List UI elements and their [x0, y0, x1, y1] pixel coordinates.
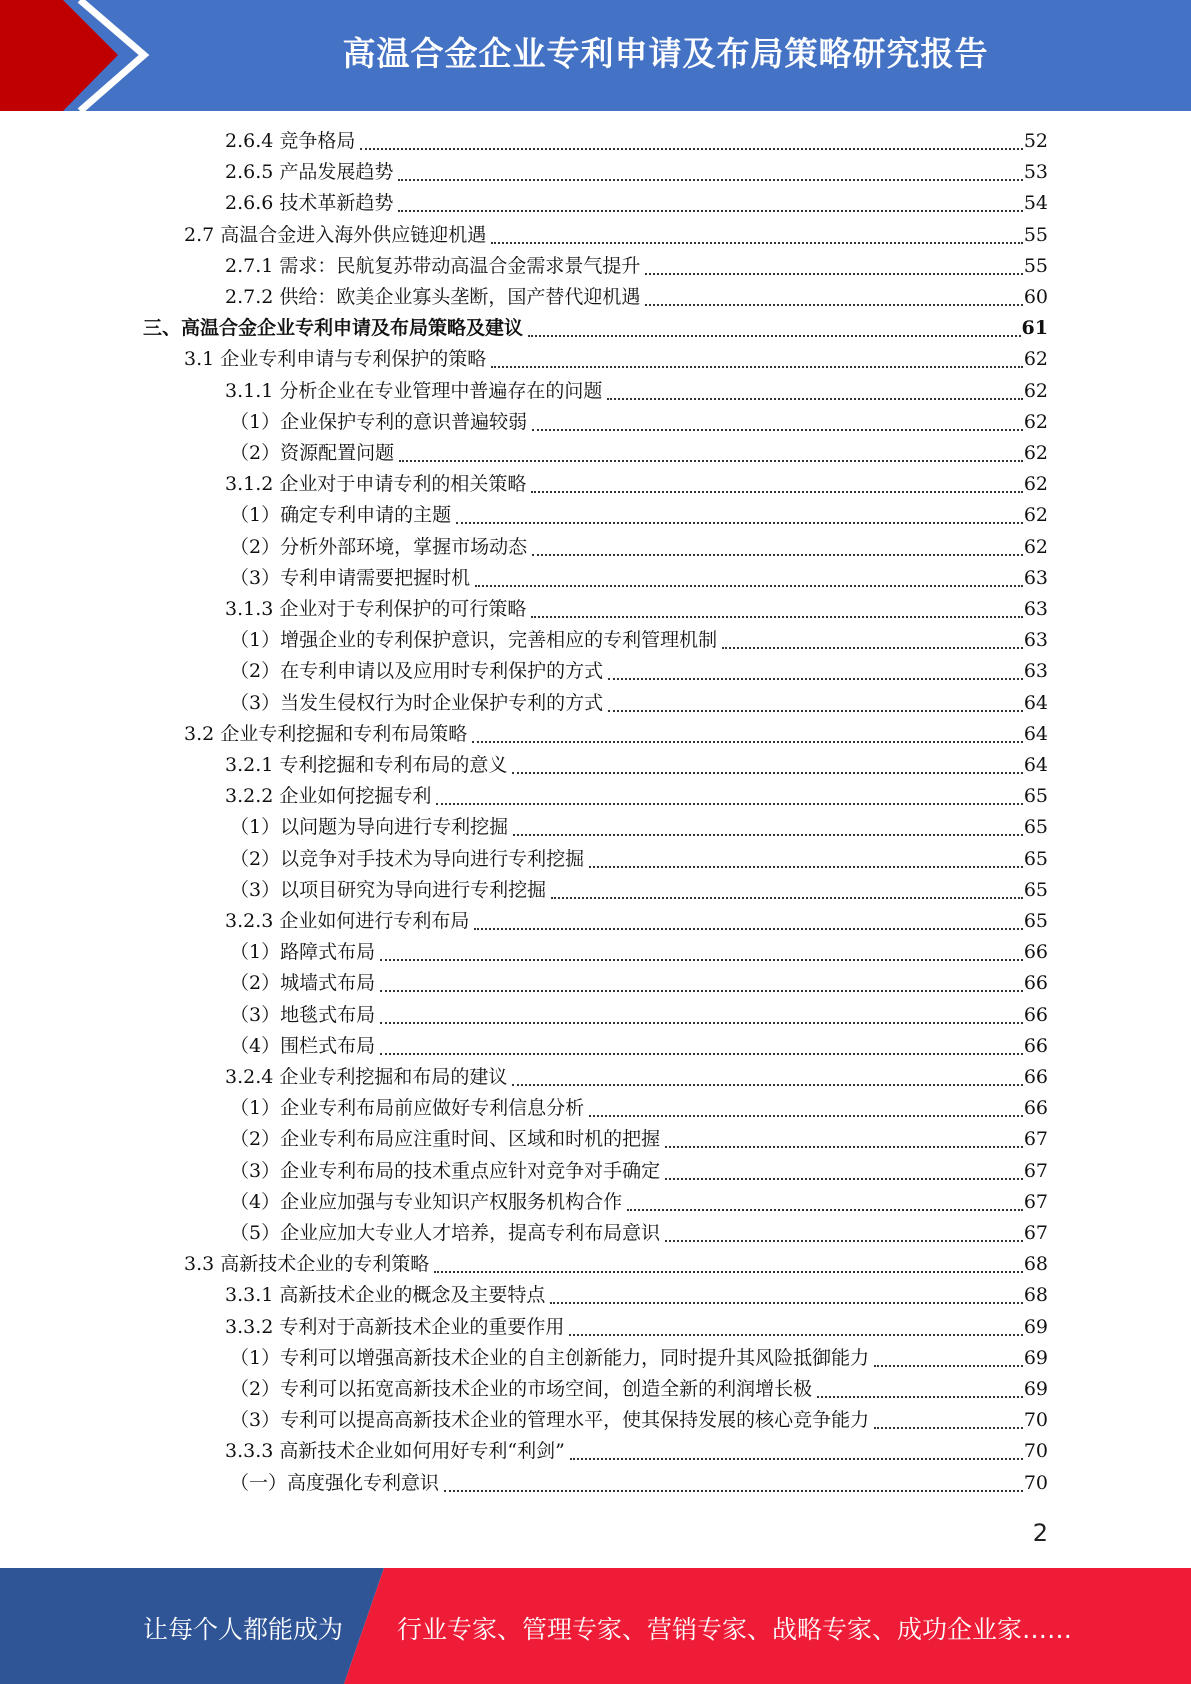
- toc-entry-title: 3.2.3 企业如何进行专利布局: [225, 910, 470, 932]
- toc-leader-dots: [399, 460, 1023, 462]
- toc-entry-title: 2.7.2 供给：欧美企业寡头垄断，国产替代迎机遇: [225, 286, 641, 308]
- toc-entry[interactable]: [230, 1093, 1048, 1124]
- toc-leader-dots: [589, 866, 1023, 868]
- toc-leader-dots: [550, 1302, 1022, 1304]
- toc-entry-title: 3.3.1 高新技术企业的概念及主要特点: [225, 1284, 546, 1306]
- toc-entry-page: 52: [1023, 130, 1048, 152]
- toc-leader-dots: [380, 959, 1023, 961]
- toc-leader-dots: [398, 210, 1022, 212]
- toc-entry-page: 66: [1023, 1066, 1048, 1088]
- toc-leader-dots: [627, 1209, 1023, 1211]
- toc-entry-page: 54: [1023, 192, 1048, 214]
- toc-entry-page: 61: [1021, 317, 1048, 339]
- toc-entry[interactable]: [184, 220, 1048, 251]
- toc-entry[interactable]: [225, 750, 1048, 781]
- toc-entry-title: 3.2.4 企业专利挖掘和布局的建议: [225, 1066, 508, 1088]
- toc-leader-dots: [512, 772, 1022, 774]
- toc-entry-page: 67: [1023, 1191, 1048, 1213]
- toc-leader-dots: [532, 554, 1023, 556]
- chevron-arrow-icon: [0, 0, 160, 111]
- toc-entry[interactable]: [225, 906, 1048, 937]
- toc-entry-title: 2.6.4 竞争格局: [225, 130, 356, 152]
- footer-banner: [0, 1568, 1191, 1684]
- toc-entry-title: （5）企业应加大专业人才培养，提高专利布局意识: [230, 1222, 661, 1244]
- toc-leader-dots: [436, 803, 1022, 805]
- toc-leader-dots: [532, 429, 1023, 431]
- toc-entry[interactable]: [230, 1156, 1048, 1187]
- toc-leader-dots: [874, 1365, 1023, 1367]
- toc-entry-page: 69: [1023, 1378, 1048, 1400]
- toc-leader-dots: [474, 928, 1022, 930]
- toc-entry-title: 3.2 企业专利挖掘和专利布局策略: [184, 723, 468, 745]
- toc-entry-title: 2.7.1 需求：民航复苏带动高温合金需求景气提升: [225, 255, 641, 277]
- toc-entry-page: 62: [1023, 442, 1048, 464]
- toc-entry-page: 62: [1023, 536, 1048, 558]
- footer-slogan-left: 让每个人都能成为: [143, 1615, 344, 1644]
- toc-entry-page: 67: [1023, 1222, 1048, 1244]
- toc-entry[interactable]: [230, 563, 1048, 594]
- toc-entry-title: （1）以问题为导向进行专利挖掘: [230, 816, 509, 838]
- page-number: 2: [1032, 1519, 1048, 1547]
- toc-leader-dots: [570, 1458, 1023, 1460]
- toc-entry[interactable]: [230, 812, 1048, 843]
- toc-entry-title: 3.1 企业专利申请与专利保护的策略: [184, 348, 487, 370]
- toc-entry-page: 60: [1023, 286, 1048, 308]
- toc-entry[interactable]: [225, 781, 1048, 812]
- toc-entry-page: 68: [1023, 1253, 1048, 1275]
- toc-entry[interactable]: [230, 937, 1048, 968]
- toc-leader-dots: [665, 1240, 1023, 1242]
- toc-entry-page: 63: [1023, 629, 1048, 651]
- toc-entry-title: （3）当发生侵权行为时企业保护专利的方式: [230, 692, 604, 714]
- toc-entry[interactable]: [230, 438, 1048, 469]
- header-bar: [0, 0, 1191, 111]
- toc-entry[interactable]: [230, 1468, 1048, 1499]
- toc-entry[interactable]: [230, 625, 1048, 656]
- toc-entry[interactable]: [184, 719, 1048, 750]
- toc-leader-dots: [513, 834, 1023, 836]
- toc-entry-page: 70: [1023, 1409, 1048, 1431]
- toc-entry-title: 三、高温合金企业专利申请及布局策略及建议: [143, 317, 524, 339]
- toc-entry[interactable]: [230, 875, 1048, 906]
- toc-entry-title: 2.7 高温合金进入海外供应链迎机遇: [184, 224, 487, 246]
- toc-entry-title: （3）企业专利布局的技术重点应针对竞争对手确定: [230, 1160, 661, 1182]
- toc-entry[interactable]: [225, 188, 1048, 219]
- toc-entry[interactable]: [230, 407, 1048, 438]
- toc-entry-title: （3）专利可以提高高新技术企业的管理水平，使其保持发展的核心竞争能力: [230, 1409, 870, 1431]
- toc-leader-dots: [475, 585, 1023, 587]
- toc-entry[interactable]: [225, 1062, 1048, 1093]
- toc-entry[interactable]: [230, 532, 1048, 563]
- toc-entry-title: 3.1.1 分析企业在专业管理中普遍存在的问题: [225, 380, 603, 402]
- toc-leader-dots: [607, 398, 1022, 400]
- toc-leader-dots: [551, 897, 1023, 899]
- toc-entry-page: 66: [1023, 1004, 1048, 1026]
- toc-leader-dots: [360, 148, 1022, 150]
- toc-entry-page: 64: [1023, 754, 1048, 776]
- toc-entry[interactable]: [225, 1312, 1048, 1343]
- toc-entry-title: （2）在专利申请以及应用时专利保护的方式: [230, 660, 604, 682]
- toc-entry[interactable]: [143, 313, 1048, 344]
- toc-entry-title: 3.3.3 高新技术企业如何用好专利“利剑”: [225, 1440, 565, 1462]
- toc-entry-title: 3.3 高新技术企业的专利策略: [184, 1253, 430, 1275]
- toc-entry-title: （1）路障式布局: [230, 941, 376, 963]
- toc-leader-dots: [491, 242, 1023, 244]
- toc-entry-page: 67: [1023, 1128, 1048, 1150]
- toc-entry[interactable]: [230, 656, 1048, 687]
- toc-entry-page: 65: [1023, 848, 1048, 870]
- toc-entry[interactable]: [225, 376, 1048, 407]
- toc-leader-dots: [380, 1053, 1023, 1055]
- toc-leader-dots: [645, 304, 1022, 306]
- toc-leader-dots: [608, 710, 1023, 712]
- toc-entry[interactable]: [230, 1124, 1048, 1155]
- toc-entry-page: 69: [1023, 1316, 1048, 1338]
- toc-entry[interactable]: [230, 500, 1048, 531]
- toc-leader-dots: [874, 1427, 1023, 1429]
- toc-entry-title: 3.3.2 专利对于高新技术企业的重要作用: [225, 1316, 565, 1338]
- toc-entry-page: 62: [1023, 504, 1048, 526]
- toc-entry-page: 66: [1023, 1035, 1048, 1057]
- toc-leader-dots: [531, 491, 1022, 493]
- toc-entry-title: 3.2.2 企业如何挖掘专利: [225, 785, 432, 807]
- toc-entry-page: 67: [1023, 1160, 1048, 1182]
- toc-entry-title: （2）城墙式布局: [230, 972, 376, 994]
- toc-leader-dots: [722, 647, 1023, 649]
- toc-entry[interactable]: [225, 1280, 1048, 1311]
- toc-entry[interactable]: [230, 688, 1048, 719]
- toc-leader-dots: [608, 678, 1023, 680]
- toc-entry-title: （1）增强企业的专利保护意识，完善相应的专利管理机制: [230, 629, 718, 651]
- toc-entry[interactable]: [230, 1405, 1048, 1436]
- toc-leader-dots: [817, 1396, 1023, 1398]
- toc-entry-title: 3.2.1 专利挖掘和专利布局的意义: [225, 754, 508, 776]
- toc-entry-page: 65: [1023, 910, 1048, 932]
- toc-entry[interactable]: [230, 1218, 1048, 1249]
- toc-entry-page: 62: [1023, 473, 1048, 495]
- toc-entry[interactable]: [225, 282, 1048, 313]
- toc-entry-page: 66: [1023, 1097, 1048, 1119]
- toc-entry-title: （4）围栏式布局: [230, 1035, 376, 1057]
- toc-leader-dots: [456, 522, 1023, 524]
- toc-entry-title: （4）企业应加强与专业知识产权服务机构合作: [230, 1191, 623, 1213]
- toc-leader-dots: [434, 1271, 1023, 1273]
- toc-entry-page: 62: [1023, 348, 1048, 370]
- toc-entry-page: 55: [1023, 224, 1048, 246]
- toc-entry[interactable]: [230, 844, 1048, 875]
- toc-entry-title: （1）企业保护专利的意识普遍较弱: [230, 411, 528, 433]
- toc-entry-title: （1）专利可以增强高新技术企业的自主创新能力，同时提升其风险抵御能力: [230, 1347, 870, 1369]
- toc-entry-title: （2）分析外部环境，掌握市场动态: [230, 536, 528, 558]
- toc-entry[interactable]: [230, 1343, 1048, 1374]
- toc-entry-page: 63: [1023, 567, 1048, 589]
- toc-entry[interactable]: [225, 469, 1048, 500]
- toc-leader-dots: [472, 741, 1023, 743]
- toc-entry-page: 65: [1023, 816, 1048, 838]
- toc-entry-page: 65: [1023, 785, 1048, 807]
- toc-entry[interactable]: [225, 157, 1048, 188]
- toc-entry[interactable]: [230, 1374, 1048, 1405]
- toc-entry-page: 65: [1023, 879, 1048, 901]
- toc-entry-title: 2.6.5 产品发展趋势: [225, 161, 394, 183]
- toc-entry-title: （1）企业专利布局前应做好专利信息分析: [230, 1097, 585, 1119]
- toc-entry-page: 53: [1023, 161, 1048, 183]
- toc-entry-page: 70: [1023, 1440, 1048, 1462]
- toc-leader-dots: [665, 1146, 1023, 1148]
- toc-entry-title: （一）高度强化专利意识: [230, 1472, 440, 1494]
- toc-entry-title: （3）专利申请需要把握时机: [230, 567, 471, 589]
- toc-entry-page: 70: [1023, 1472, 1048, 1494]
- toc-entry[interactable]: [230, 1187, 1048, 1218]
- toc-entry[interactable]: [225, 594, 1048, 625]
- toc-entry-title: （2）资源配置问题: [230, 442, 395, 464]
- toc-entry-page: 63: [1023, 598, 1048, 620]
- toc-leader-dots: [665, 1178, 1023, 1180]
- toc-entry[interactable]: [184, 344, 1048, 375]
- toc-leader-dots: [569, 1334, 1022, 1336]
- toc-entry-title: 3.1.2 企业对于申请专利的相关策略: [225, 473, 527, 495]
- toc-entry-page: 62: [1023, 411, 1048, 433]
- toc-entry[interactable]: [230, 968, 1048, 999]
- toc-entry-page: 64: [1023, 723, 1048, 745]
- toc-leader-dots: [491, 366, 1023, 368]
- toc-entry-title: （3）地毯式布局: [230, 1004, 376, 1026]
- toc-leader-dots: [512, 1084, 1022, 1086]
- toc-leader-dots: [645, 273, 1022, 275]
- toc-entry-page: 68: [1023, 1284, 1048, 1306]
- toc-entry-title: （2）企业专利布局应注重时间、区域和时机的把握: [230, 1128, 661, 1150]
- toc-entry-page: 62: [1023, 380, 1048, 402]
- footer-slogan-right: 行业专家、管理专家、营销专家、战略专家、成功企业家……: [397, 1615, 1073, 1644]
- toc-entry-title: （2）专利可以拓宽高新技术企业的市场空间，创造全新的利润增长极: [230, 1378, 813, 1400]
- toc-entry[interactable]: [230, 1031, 1048, 1062]
- toc-entry[interactable]: [225, 126, 1048, 157]
- toc-leader-dots: [528, 335, 1021, 337]
- toc-leader-dots: [398, 179, 1022, 181]
- toc-entry[interactable]: [225, 251, 1048, 282]
- toc-entry-page: 55: [1023, 255, 1048, 277]
- toc-entry[interactable]: [230, 1000, 1048, 1031]
- report-title: 高温合金企业专利申请及布局策略研究报告: [342, 34, 989, 73]
- toc-entry-title: （3）以项目研究为导向进行专利挖掘: [230, 879, 547, 901]
- toc-entry-title: 2.6.6 技术革新趋势: [225, 192, 394, 214]
- toc-entry[interactable]: [184, 1249, 1048, 1280]
- toc-leader-dots: [380, 1022, 1023, 1024]
- toc-entry-title: 3.1.3 企业对于专利保护的可行策略: [225, 598, 527, 620]
- toc-entry-title: （2）以竞争对手技术为导向进行专利挖掘: [230, 848, 585, 870]
- toc-entry-page: 63: [1023, 660, 1048, 682]
- toc-leader-dots: [589, 1115, 1023, 1117]
- toc-entry-page: 69: [1023, 1347, 1048, 1369]
- toc-entry-page: 66: [1023, 941, 1048, 963]
- toc-entry-title: （1）确定专利申请的主题: [230, 504, 452, 526]
- toc-leader-dots: [444, 1490, 1023, 1492]
- toc-leader-dots: [380, 990, 1023, 992]
- toc-leader-dots: [531, 616, 1022, 618]
- toc-entry-page: 66: [1023, 972, 1048, 994]
- toc-entry-page: 64: [1023, 692, 1048, 714]
- toc-entry[interactable]: [225, 1436, 1048, 1467]
